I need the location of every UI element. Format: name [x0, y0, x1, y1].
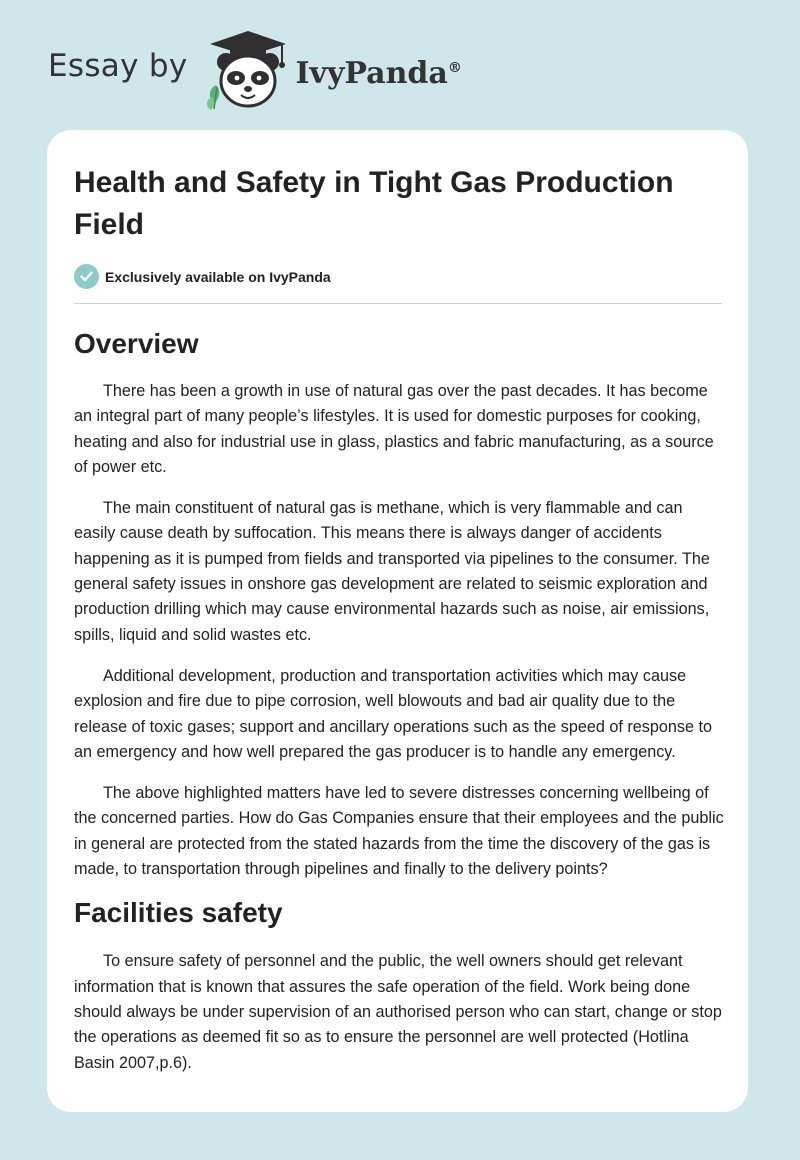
- paragraph: Additional development, production and transportation activities which may cause explosion and fire due to pipe corrosion, well blowouts and bad air quality due to the release of toxic gases; support and ancillary operations such as the speed of response to an emergency and how well prepared the gas producer is to handle any emergency.: [74, 666, 712, 761]
- panda-logo-icon[interactable]: [202, 29, 294, 111]
- paragraph: The main constituent of natural gas is methane, which is very flammable and can easily cause death by suffocation. This means there is always danger of accidents happening as it is pumped from fields and transported via pipelines to the consumer. The general safety issues in onshore gas development are related to seismic exploration and production drilling which may cause environmental hazards such as noise, air emissions, spills, liquid and solid wastes etc.: [74, 499, 710, 644]
- site-header: [48, 30, 462, 110]
- exclusive-badge-label: Exclusively available on IvyPanda: [105, 268, 331, 285]
- registered-mark: ®: [447, 59, 462, 76]
- exclusive-badge: [74, 264, 331, 289]
- divider: [74, 303, 722, 304]
- paragraph: There has been a growth in use of natural gas over the past decades. It has become an integral part of many people’s lifestyles. It is used for domestic purposes for cooking, heating and also for industrial use in glass, plastics and fabric manufacturing, as a source of power etc.: [74, 382, 714, 476]
- section-heading-overview: Overview: [74, 328, 199, 359]
- brand-prefix: Essay by: [48, 48, 188, 84]
- page-title: Health and Safety in Tight Gas Production Field: [74, 166, 674, 241]
- paragraph: To ensure safety of personnel and the public, the well owners should get relevant information that is known that assures the safe operation of the field. Work being done should always be under supervision of an authorised person who can start, change or stop the operations as deemed fit so as to ensure the personnel are well protected (Hotlina Basin 2007,p.6).: [74, 952, 722, 1072]
- paragraph: The above highlighted matters have led to severe distresses concerning wellbeing of the concerned parties. How do Gas Companies ensure that their employees and the public in general are protected from the stated hazards from the time the discovery of the gas is made, to transportation through pipelines and finally to the delivery points?: [74, 784, 724, 879]
- check-icon: [74, 264, 99, 289]
- article-body: [74, 326, 724, 1076]
- brand-name[interactable]: IvyPanda®: [295, 55, 462, 91]
- article-card: [47, 130, 748, 1112]
- section-heading-facilities-safety: Facilities safety: [74, 897, 283, 929]
